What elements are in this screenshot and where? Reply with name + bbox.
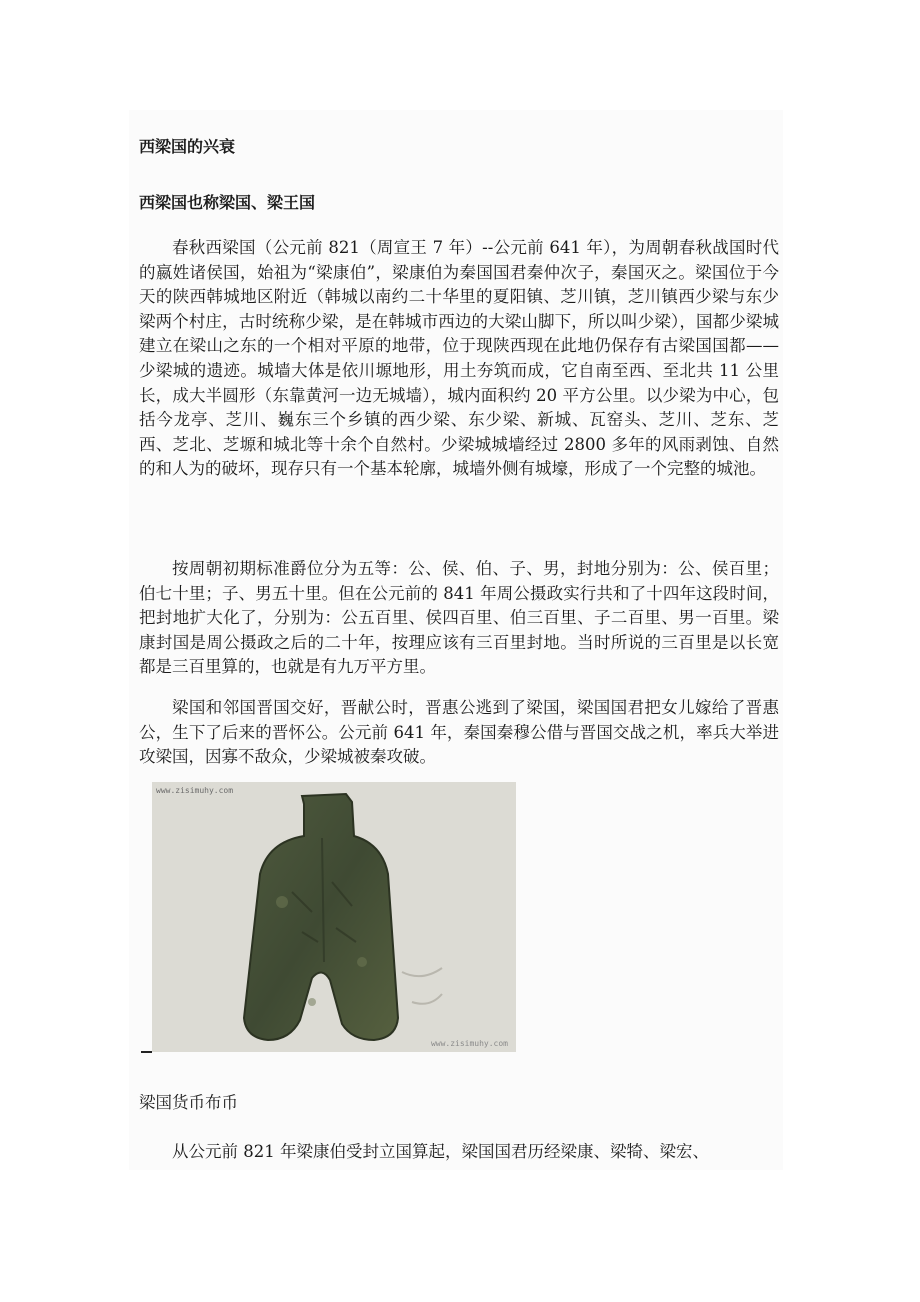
watermark-top: www.zisimuhy.com <box>156 786 234 795</box>
watermark-bottom: www.zisimuhy.com <box>430 1039 508 1048</box>
spade-coin-illustration <box>152 782 516 1052</box>
text-cursor-mark <box>141 1051 152 1053</box>
paragraph-3: 梁国和邻国晋国交好，晋献公时，晋惠公逃到了梁国，梁国国君把女儿嫁给了晋惠公，生下了后来的晋怀公。公元前 641 年，秦国秦穆公借与晋国交战之机，率兵大举进攻梁国，因寡不敌众，少梁城被秦攻破。 <box>139 698 779 767</box>
coin-photo <box>152 782 516 1052</box>
document-title: 西梁国的兴衰 <box>139 137 236 156</box>
section-title: 梁国货币布币 <box>139 1093 238 1112</box>
paragraph-2: 按周朝初期标准爵位分为五等：公、侯、伯、子、男，封地分别为：公、侯百里；伯七十里；子、男五十里。但在公元前的 841 年周公摄政实行共和了十四年这段时间，把封地扩大化了，分别为：公五百里、侯四百里、伯三百里、子二百里、男一百里。梁康封国是周公摄政之后的二十年，按理应该有三百里封地。当时所说的三百里是以长宽都是三百里算的，也就是有九万平方里。 <box>139 559 779 677</box>
paragraph-4: 从公元前 821 年梁康伯受封立国算起，梁国国君历经梁康、梁犄、梁宏、 <box>172 1142 709 1161</box>
document-subtitle: 西梁国也称梁国、梁王国 <box>139 193 316 212</box>
paragraph-1: 春秋西梁国（公元前 821（周宣王 7 年）--公元前 641 年），为周朝春秋战国时代的嬴姓诸侯国，始祖为“梁康伯”，梁康伯为秦国国君秦仲次子，秦国灭之。梁国位于今天的陕西韩城地区附近（韩城以南约二十华里的夏阳镇、芝川镇，芝川镇西少梁与东少梁两个村庄，古时统称少梁，是在韩城市西边的大梁山脚下，所以叫少梁），国都少梁城建立在梁山之东的一个相对平原的地带，位于现陕西现在此地仍保存有古梁国国都——少梁城的遗迹。城墙大体是依川塬地形，用土夯筑而成，它自南至西、至北共 11 公里长，成大半圆形（东靠黄河一边无城墙），城内面积约 20 平方公里。以少梁为中心，包括今龙亭、芝川、巍东三个乡镇的西少梁、东少梁、新城、瓦窑头、芝川、芝东、芝西、芝北、芝塬和城北等十余个自然村。少梁城城墙经过 2800 多年的风雨剥蚀、自然的和人为的破坏，现存只有一个基本轮廓，城墙外侧有城壕，形成了一个完整的城池。 <box>139 238 779 479</box>
